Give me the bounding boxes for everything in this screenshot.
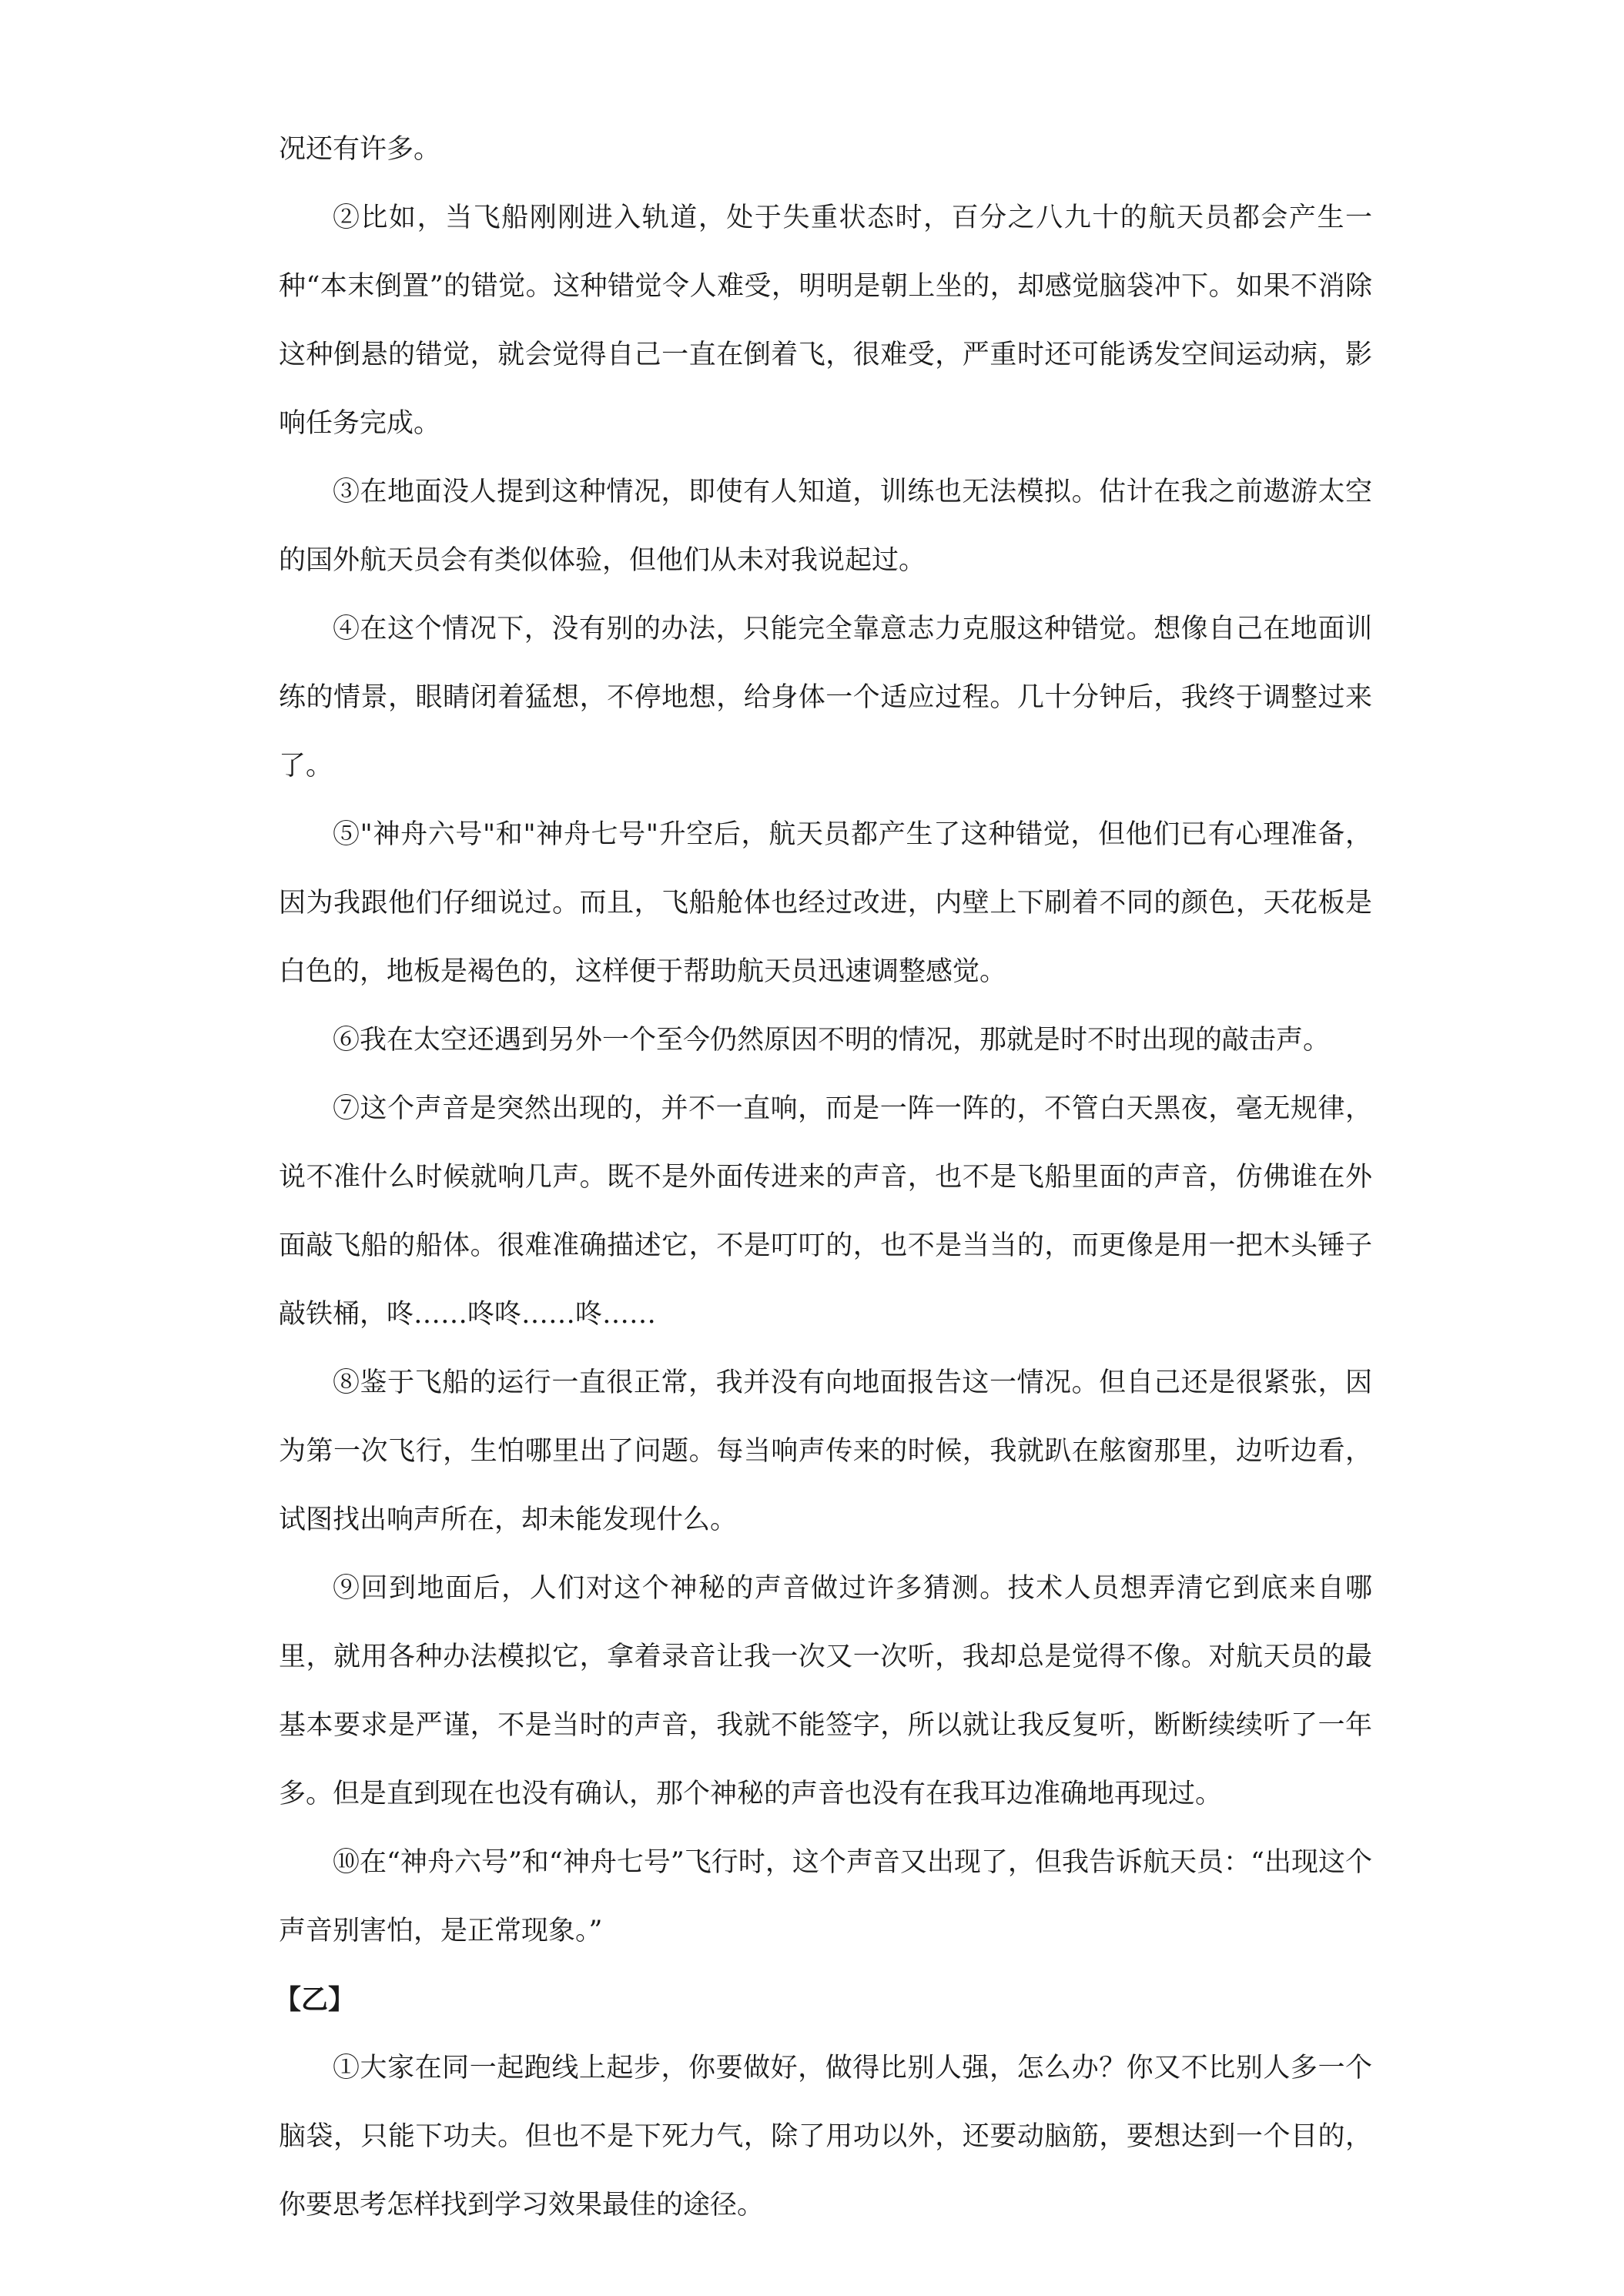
paragraph-8: ⑧鉴于飞船的运行一直很正常，我并没有向地面报告这一情况。但自己还是很紧张，因为第一次飞行，生怕哪里出了问题。每当响声传来的时候，我就趴在舷窗那里，边听边看，试图找出响声所在，却未能发现什么。 <box>279 1367 1372 1535</box>
paragraph-5: ⑤"神舟六号"和"神舟七号"升空后，航天员都产生了这种错觉，但他们已有心理准备，因为我跟他们仔细说过。而且，飞船舱体也经过改进，内壁上下刷着不同的颜色，天花板是白色的，地板是褐色的，这样便于帮助航天员迅速调整感觉。 <box>279 819 1372 987</box>
paragraph-continued: 况还有许多。 <box>279 134 441 165</box>
paragraph-7: ⑦这个声音是突然出现的，并不一直响，而是一阵一阵的，不管白天黑夜，毫无规律，说不准什么时候就响几声。既不是外面传进来的声音，也不是飞船里面的声音，仿佛谁在外面敲飞船的船体。很难准确描述它，不是叮叮的，也不是当当的，而更像是用一把木头锤子敲铁桶，咚……咚咚……咚…… <box>279 1093 1372 1330</box>
paragraph-10: ⑩在“神舟六号”和“神舟七号”飞行时，这个声音又出现了，但我告诉航天员：“出现这个声音别害怕，是正常现象。” <box>279 1847 1372 1946</box>
section-label-yi: 【乙】 <box>274 1984 356 2016</box>
paragraph-6: ⑥我在太空还遇到另外一个至今仍然原因不明的情况，那就是时不时出现的敲击声。 <box>333 1025 1331 1056</box>
paragraph-yi-1: ①大家在同一起跑线上起步，你要做好，做得比别人强，怎么办？你又不比别人多一个脑袋，只能下功夫。但也不是下死力气，除了用功以外，还要动脑筋，要想达到一个目的，你要思考怎样找到学习效果最佳的途径。 <box>279 2053 1372 2221</box>
paragraph-2: ②比如，当飞船刚刚进入轨道，处于失重状态时，百分之八九十的航天员都会产生一种“本末倒置”的错觉。这种错觉令人难受，明明是朝上坐的，却感觉脑袋冲下。如果不消除这种倒悬的错觉，就会觉得自己一直在倒着飞，很难受，严重时还可能诱发空间运动病，影响任务完成。 <box>279 202 1372 439</box>
paragraph-9: ⑨回到地面后，人们对这个神秘的声音做过许多猜测。技术人员想弄清它到底来自哪里，就用各种办法模拟它，拿着录音让我一次又一次听，我却总是觉得不像。对航天员的最基本要求是严谨，不是当时的声音，我就不能签字，所以就让我反复听，断断续续听了一年多。但是直到现在也没有确认，那个神秘的声音也没有在我耳边准确地再现过。 <box>279 1573 1372 1809</box>
paragraph-4: ④在这个情况下，没有别的办法，只能完全靠意志力克服这种错觉。想像自己在地面训练的情景，眼睛闭着猛想，不停地想，给身体一个适应过程。几十分钟后，我终于调整过来了。 <box>279 614 1372 782</box>
paragraph-3: ③在地面没人提到这种情况，即使有人知道，训练也无法模拟。估计在我之前遨游太空的国外航天员会有类似体验，但他们从未对我说起过。 <box>279 477 1372 576</box>
document-page <box>274 115 1372 2240</box>
